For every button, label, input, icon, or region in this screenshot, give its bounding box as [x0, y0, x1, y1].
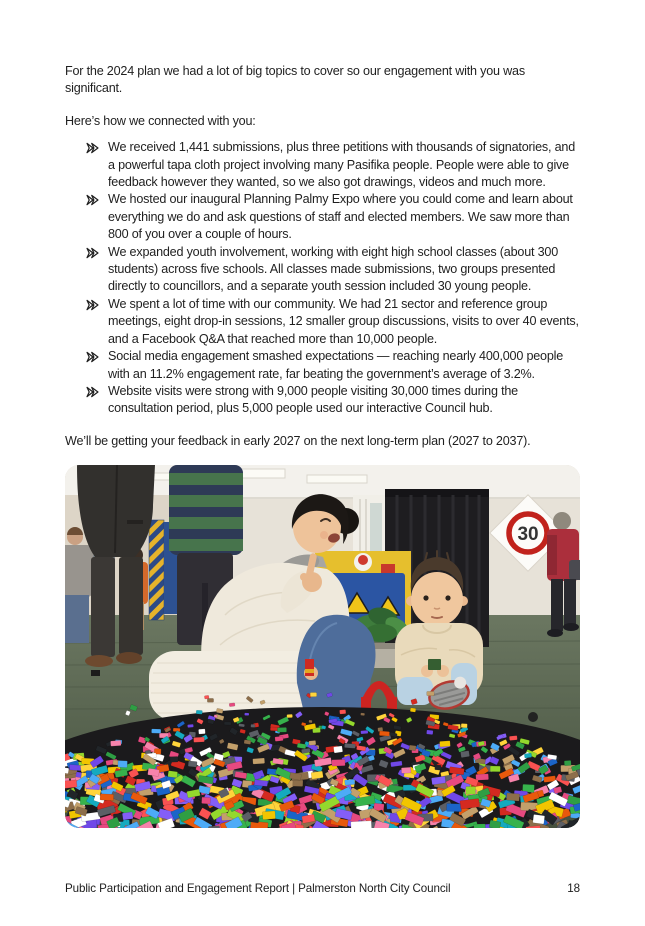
photo-illustration — [65, 465, 580, 828]
engagement-list — [65, 139, 580, 418]
double-chevron-right-icon — [86, 244, 108, 264]
list-item-text: We expanded youth involvement, working with eight high school classes (about 300 students) across five schools. All classes made submissions, two groups presented directly to councillors, and a separate youth session included 30 young people. — [108, 244, 559, 294]
lead-in-paragraph: Here’s how we connected with you: — [65, 113, 256, 128]
list-item-text: Website visits were strong with 9,000 people visiting 30,000 times during the consultation period, plus 5,000 people used our interactive Council hub. — [108, 383, 518, 416]
speed-sign-text: 30 — [517, 524, 539, 546]
closing-paragraph: We’ll be getting your feedback in early 2027 on the next long-term plan (2027 to 2037). — [65, 433, 531, 448]
stray-brick — [91, 670, 100, 676]
list-item — [86, 139, 580, 191]
list-item-text: We received 1,441 submissions, plus three petitions with thousands of signatories, and a powerful tapa cloth project involving many Pasifika people. People were able to give feedback however they wanted, so we also got drawings, videos and much more. — [108, 140, 576, 190]
list-item — [86, 191, 580, 243]
list-item — [86, 383, 580, 418]
list-item-text: We spent a lot of time with our community. We had 21 sector and reference group meetings, eight drop-in sessions, 12 smaller group discussions, visits to over 40 events, and a Facebook Q&A that reached more than 10,000 people. — [108, 296, 579, 346]
stray-brick — [528, 712, 538, 722]
page-number: 18 — [567, 882, 580, 895]
intro-paragraph: For the 2024 plan we had a lot of big topics to cover so our engagement with you was significant. — [65, 64, 525, 96]
list-item — [86, 244, 580, 296]
double-chevron-right-icon — [86, 383, 108, 403]
lego-play-photo — [65, 465, 580, 828]
double-chevron-right-icon — [86, 139, 108, 159]
double-chevron-right-icon — [86, 348, 108, 368]
page-footer — [65, 882, 580, 895]
list-item — [86, 348, 580, 383]
page-content — [65, 63, 580, 828]
hazard-stripe-pole — [149, 520, 164, 620]
double-chevron-right-icon — [86, 296, 108, 316]
list-item-text: We hosted our inaugural Planning Palmy Expo where you could come and learn about everything we do and ask questions of staff and elected members. We saw more than 800 of you over a couple of hours. — [108, 192, 573, 242]
list-item-text: Social media engagement smashed expectations — reaching nearly 400,000 people with an 11.2% engagement rate, far beating the government’s average of 3.2%. — [108, 349, 564, 381]
footer-title: Public Participation and Engagement Report | Palmerston North City Council — [65, 882, 451, 895]
double-chevron-right-icon — [86, 191, 108, 211]
list-item — [86, 296, 580, 348]
